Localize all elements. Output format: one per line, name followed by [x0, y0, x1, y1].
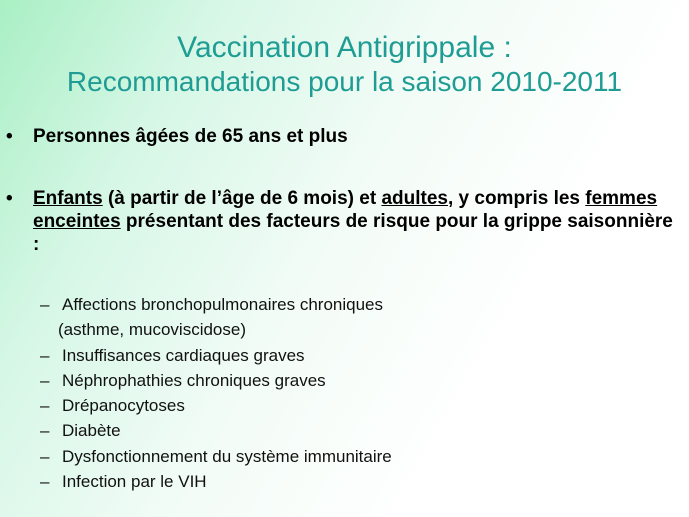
list-item-text: (asthme, mucoviscidose): [58, 320, 247, 340]
dash-marker: –: [40, 396, 50, 416]
bullet-elderly-text: Personnes âgées de 65 ans et plus: [33, 126, 348, 147]
list-item-text: Insuffisances cardiaques graves: [62, 345, 305, 365]
list-item-text: Néphrophathies chroniques graves: [62, 370, 326, 390]
text-segment: (à partir de l’âge de 6 mois) et: [102, 188, 382, 209]
list-item-text: Drépanocytoses: [62, 396, 185, 416]
dash-marker: –: [40, 421, 50, 441]
text-segment: présentant des facteurs de risque pour la grippe saisonnière :: [33, 211, 673, 255]
bullet-marker: •: [6, 126, 13, 147]
slide-title-line-1: Vaccination Antigrippale :: [177, 31, 512, 64]
list-item: [40, 469, 392, 494]
list-item-text: Diabète: [62, 421, 121, 441]
dash-marker: –: [40, 472, 50, 492]
underlined-femmes-enceintes: femmes enceintes: [33, 188, 658, 232]
bullet-elderly: [6, 125, 676, 148]
dash-marker: –: [40, 370, 50, 390]
list-item: [40, 368, 392, 393]
list-item: [40, 343, 392, 368]
list-item: [40, 418, 392, 443]
list-item: [40, 292, 392, 317]
list-item: [40, 393, 392, 418]
list-item-text: Dysfonctionnement du système immunitaire: [62, 446, 392, 466]
slide-title-line-2: Recommandations pour la saison 2010-2011: [66, 65, 623, 97]
dash-marker: –: [40, 295, 50, 314]
risk-factor-list: [40, 292, 392, 494]
dash-marker: –: [40, 345, 50, 365]
text-segment: , y compris les: [447, 188, 586, 209]
underlined-adultes: adultes: [381, 188, 448, 209]
list-item-text: Infection par le VIH: [62, 472, 207, 492]
list-item-text: Affections bronchopulmonaires chroniques: [62, 295, 383, 314]
underlined-enfants: Enfants: [33, 188, 103, 209]
bullet-risk-groups: [6, 187, 678, 256]
list-item: [40, 444, 392, 469]
slide-title: [0, 31, 689, 98]
list-item-continuation: [40, 317, 392, 342]
bullet-marker: •: [6, 188, 13, 209]
bullet-risk-groups-text: [33, 187, 678, 256]
dash-marker: –: [40, 446, 50, 466]
